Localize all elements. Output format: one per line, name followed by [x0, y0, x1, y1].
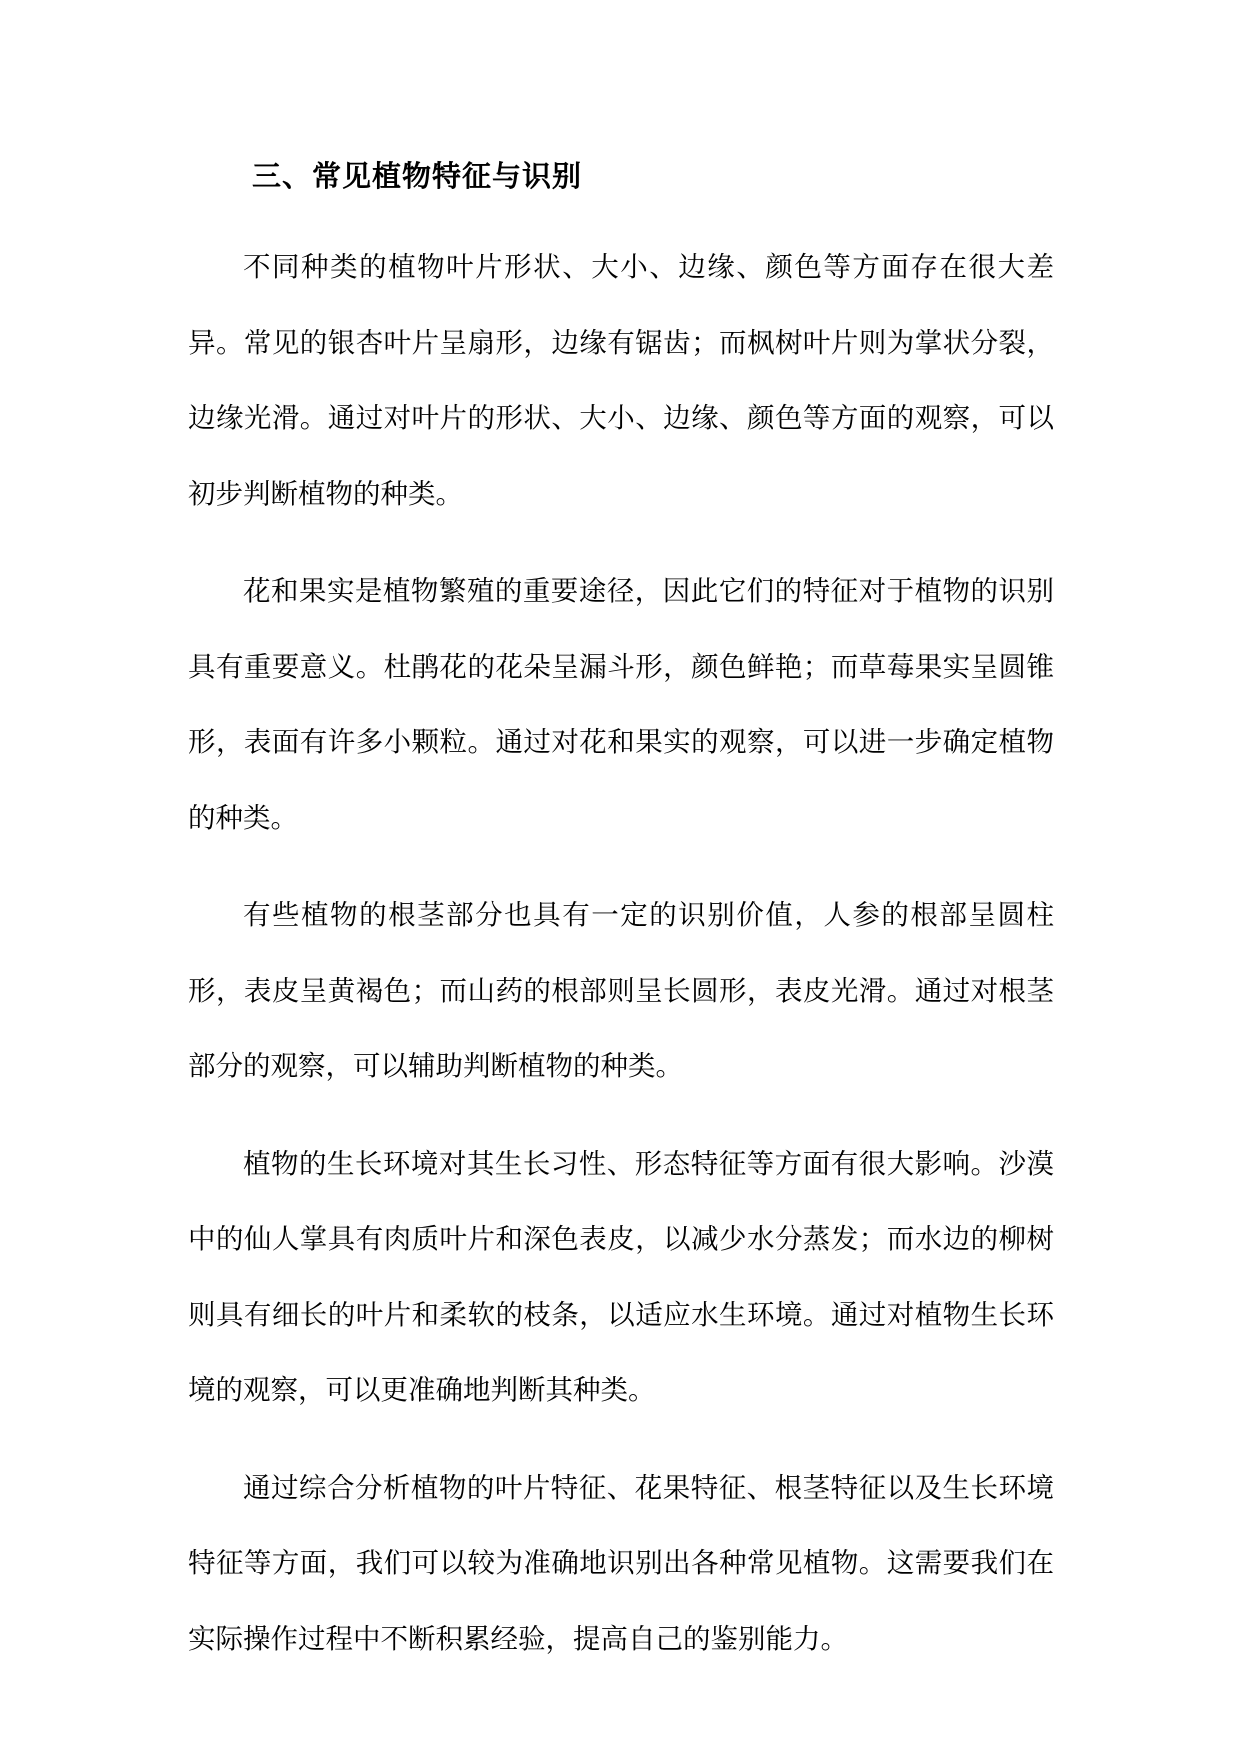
paragraph-flower-fruit-features: 花和果实是植物繁殖的重要途径，因此它们的特征对于植物的识别具有重要意义。杜鹃花的花朵呈漏斗形，颜色鲜艳；而草莓果实呈圆锥形，表面有许多小颗粒。通过对花和果实的观察，可以进一步确定植物的种类。 [188, 575, 1054, 834]
paragraph-growth-environment: 植物的生长环境对其生长习性、形态特征等方面有很大影响。沙漠中的仙人掌具有肉质叶片和深色表皮，以减少水分蒸发；而水边的柳树则具有细长的叶片和柔软的枝条，以适应水生环境。通过对植物生长环境的观察，可以更准确地判断其种类。 [188, 1147, 1054, 1406]
section-heading: 三、常见植物特征与识别 [252, 159, 583, 193]
paragraph-root-stem-features: 有些植物的根茎部分也具有一定的识别价值，人参的根部呈圆柱形，表皮呈黄褐色；而山药的根部则呈长圆形，表皮光滑。通过对根茎部分的观察，可以辅助判断植物的种类。 [188, 899, 1054, 1082]
paragraph-leaf-features: 不同种类的植物叶片形状、大小、边缘、颜色等方面存在很大差异。常见的银杏叶片呈扇形，边缘有锯齿；而枫树叶片则为掌状分裂，边缘光滑。通过对叶片的形状、大小、边缘、颜色等方面的观察，可以初步判断植物的种类。 [188, 251, 1054, 510]
paragraph-summary: 通过综合分析植物的叶片特征、花果特征、根茎特征以及生长环境特征等方面，我们可以较为准确地识别出各种常见植物。这需要我们在实际操作过程中不断积累经验，提高自己的鉴别能力。 [188, 1471, 1054, 1655]
document-body [188, 150, 1054, 1699]
